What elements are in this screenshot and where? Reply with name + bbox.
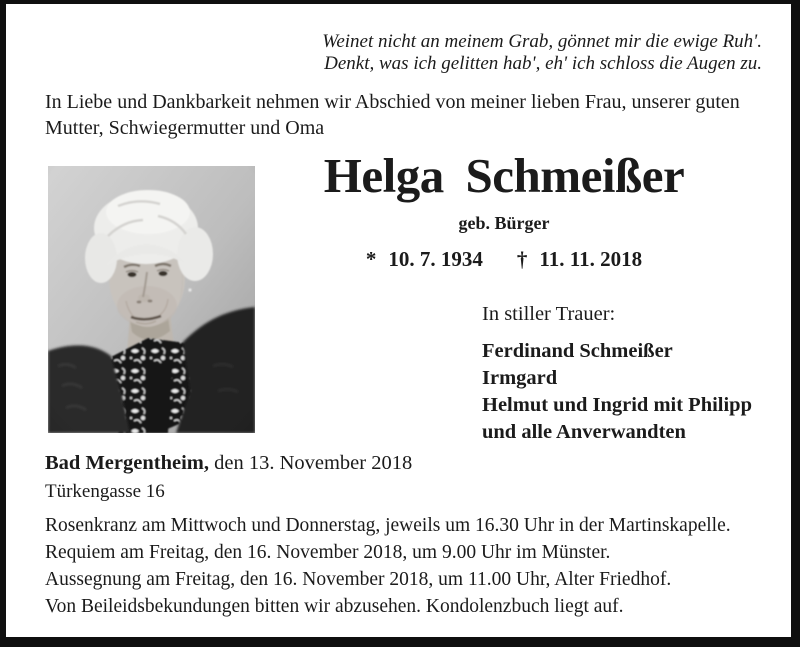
place-name: Bad Mergentheim, [45,452,209,474]
services-section [45,512,731,593]
memorial-verse [322,31,762,75]
life-dates [289,247,719,272]
service-line-aussegnung: Aussegnung am Freitag, den 16. November 2018, um 11.00 Uhr, Alter Friedhof. [45,569,672,590]
intro-paragraph: In Liebe und Dankbarkeit nehmen wir Abschied von meiner lieben Frau, unserer guten Mutter, Schwiegermutter und Oma [45,91,740,139]
verse-line-1: Weinet nicht an meinem Grab, gönnet mir die ewige Ruh'. [322,31,762,52]
mourner-name: Ferdinand Schmeißer [482,340,673,362]
place-date-line [45,452,412,475]
verse-line-2: Denkt, was ich gelitten hab', eh' ich schloss die Augen zu. [324,53,762,74]
portrait-photo [48,166,255,433]
mourner-name: Irmgard [482,367,558,389]
death-date-group [517,247,642,271]
birth-date: 10. 7. 1934 [388,246,483,271]
deceased-headline [289,150,719,272]
mourner-name: und alle Anverwandten [482,421,686,443]
deceased-name: Helga Schmeißer [323,148,685,203]
address-line: Türkengasse 16 [45,481,165,502]
service-line-rosenkranz: Rosenkranz am Mittwoch und Donnerstag, jeweils um 16.30 Uhr in der Martinskapelle. [45,515,731,536]
notice-date: den 13. November 2018 [208,452,413,474]
maiden-name: geb. Bürger [458,212,550,233]
death-cross-symbol: † [516,246,528,271]
birth-star-symbol: * [365,246,377,271]
portrait-photo-graphic [48,166,255,433]
mourning-section [482,303,752,446]
mourner-name: Helmut und Ingrid mit Philipp [482,394,752,416]
service-line-requiem: Requiem am Freitag, den 16. November 2018, um 9.00 Uhr im Münster. [45,542,611,563]
condolence-note: Von Beileidsbekundungen bitten wir abzusehen. Kondolenzbuch liegt auf. [45,596,624,617]
mourning-heading: In stiller Trauer: [482,303,616,325]
death-date: 11. 11. 2018 [539,246,643,271]
